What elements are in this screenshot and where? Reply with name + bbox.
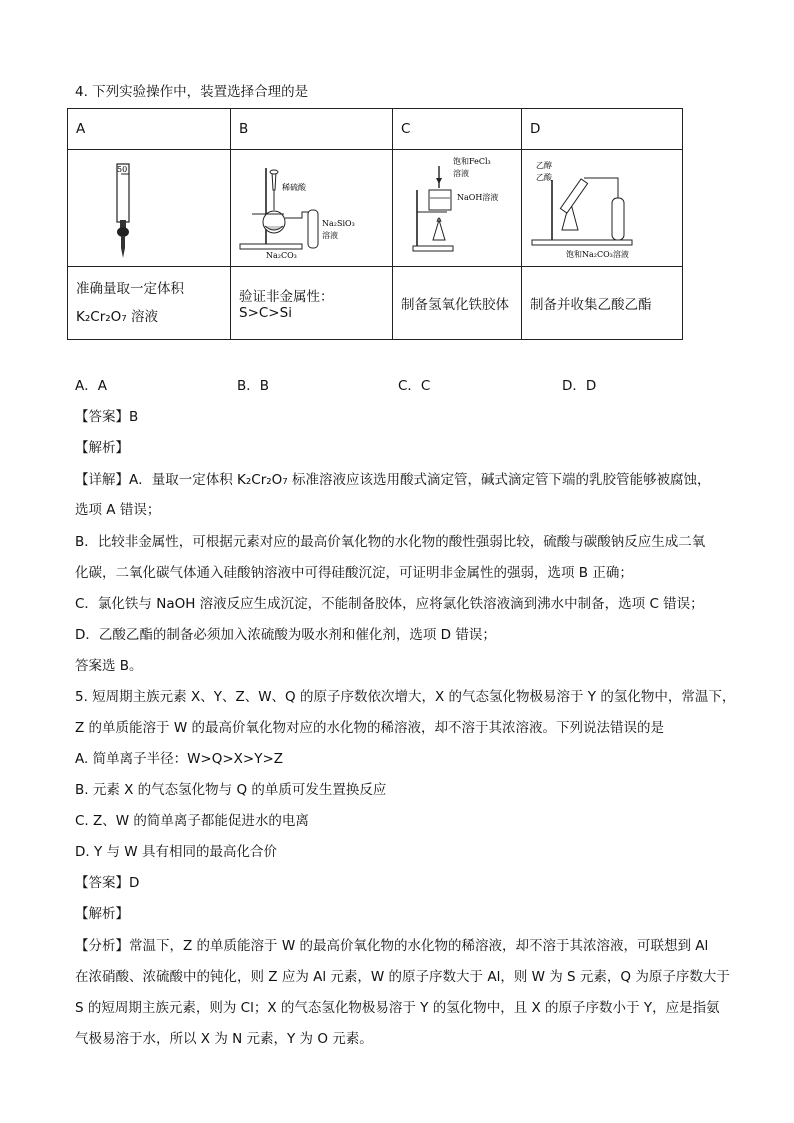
q4-detail-line: B．比较非金属性，可根据元素对应的最高价氧化物的水化物的酸性强弱比较，硫酸与碳酸钠反应生成二氧 [75, 534, 706, 550]
header-b: B [231, 109, 393, 150]
q5-stem-line: 5. 短周期主族元素 X、Y、Z、W、Q 的原子序数依次增大，X 的气态氢化物极易溶于 Y 的氢化物中，常温下， [75, 689, 736, 705]
header-a: A [68, 109, 231, 150]
question-4-title: 4. 下列实验操作中，装置选择合理的是 [75, 84, 309, 100]
desc-c: 制备氢氧化铁胶体 [393, 267, 522, 340]
q5-analysis-line: S 的短周期主族元素，则为 Cl；X 的气态氢化物极易溶于 Y 的氢化物中，且 X 的原子序数小于 Y，应是指氨 [75, 1000, 720, 1016]
heating-apparatus-figure [393, 150, 521, 262]
label-na2co3: Na₂CO₃ [265, 251, 297, 260]
label-solution-c: 溶液 [453, 169, 469, 178]
q5-answer: 【答案】D [75, 875, 140, 891]
q5-analysis-line: 在浓硝酸、浓硫酸中的钝化，则 Z 应为 Al 元素，W 的原子序数大于 Al，则 W 为 S 元素，Q 为原子序数大于 [75, 969, 730, 985]
header-d: D [522, 109, 683, 150]
burette-figure [69, 150, 229, 262]
label-acetic-acid: 乙酸 [536, 173, 552, 182]
q5-option-a[interactable]: A. 简单离子半径：W>Q>X>Y>Z [75, 751, 284, 767]
q4-detail-line: D．乙酸乙酯的制备必须加入浓硫酸为吸水剂和催化剂，选项 D 错误； [75, 627, 496, 643]
ester-apparatus-figure [522, 150, 682, 262]
label-naoh: NaOH溶液 [457, 193, 499, 202]
q5-stem-line: Z 的单质能溶于 W 的最高价氧化物对应的水化物的稀溶液，却不溶于其浓溶液。下列说法错误的是 [75, 720, 664, 736]
desc-a [68, 267, 231, 340]
label-dilute-acid: 稀硫酸 [281, 183, 306, 192]
q4-choice-c[interactable]: C．C [398, 378, 431, 394]
q4-choice-d[interactable]: D．D [562, 378, 597, 394]
q4-detail-line: 【详解】A．量取一定体积 K₂Cr₂O₇ 标准溶液应该选用酸式滴定管，碱式滴定管下端的乳胶管能够被腐蚀， [75, 472, 711, 488]
q4-choices [0, 376, 794, 396]
q4-detail-line: 选项 A 错误； [75, 502, 161, 518]
label-fecl3: 饱和FeCl₃ [453, 157, 491, 166]
q5-option-b[interactable]: B. 元素 X 的气态氢化物与 Q 的单质可发生置换反应 [75, 782, 387, 798]
options-table [67, 108, 683, 340]
label-sat-na2co3: 饱和Na₂CO₃溶液 [566, 250, 629, 259]
q4-choice-b[interactable]: B．B [237, 378, 270, 394]
q4-detail-line: C．氯化铁与 NaOH 溶液反应生成沉淀，不能制备胶体，应将氯化铁溶液滴到沸水中制备，选项 C 错误； [75, 596, 704, 612]
apparatus-a-cell [68, 150, 231, 267]
header-c: C [393, 109, 522, 150]
q4-detail-line: 化碳，二氧化碳气体通入硅酸钠溶液中可得硅酸沉淀，可证明非金属性的强弱，选项 B 正确； [75, 565, 633, 581]
label-solution-b: 溶液 [321, 231, 338, 240]
apparatus-b-cell [231, 150, 393, 267]
label-ethanol: 乙醇 [536, 161, 552, 170]
q4-analysis-title: 【解析】 [75, 440, 129, 456]
desc-a-line2: K₂Cr₂O₇ 溶液 [76, 309, 158, 325]
q4-answer: 【答案】B [75, 409, 139, 425]
q5-option-d[interactable]: D. Y 与 W 具有相同的最高化合价 [75, 844, 277, 860]
burette-label: 50 [117, 165, 128, 174]
label-na2sio3: Na₂SiO₃ [321, 219, 355, 228]
q5-analysis-line: 【分析】常温下，Z 的单质能溶于 W 的最高价氧化物的水化物的稀溶液，却不溶于其浓溶液，可联想到 Al [75, 938, 709, 954]
apparatus-d-cell [522, 150, 683, 267]
q4-choice-a[interactable]: A．A [75, 378, 107, 394]
desc-b: 验证非金属性：S>C>Si [231, 267, 393, 340]
flask-apparatus-figure [232, 150, 392, 262]
q5-analysis-title: 【解析】 [75, 906, 129, 922]
apparatus-c-cell [393, 150, 522, 267]
q5-analysis-line: 气极易溶于水，所以 X 为 N 元素，Y 为 O 元素。 [75, 1031, 373, 1047]
q4-detail-line: 答案选 B。 [75, 658, 143, 674]
desc-d: 制备并收集乙酸乙酯 [522, 267, 683, 340]
desc-a-line1: 准确量取一定体积 [76, 281, 184, 297]
q5-option-c[interactable]: C. Z、W 的简单离子都能促进水的电离 [75, 813, 309, 829]
